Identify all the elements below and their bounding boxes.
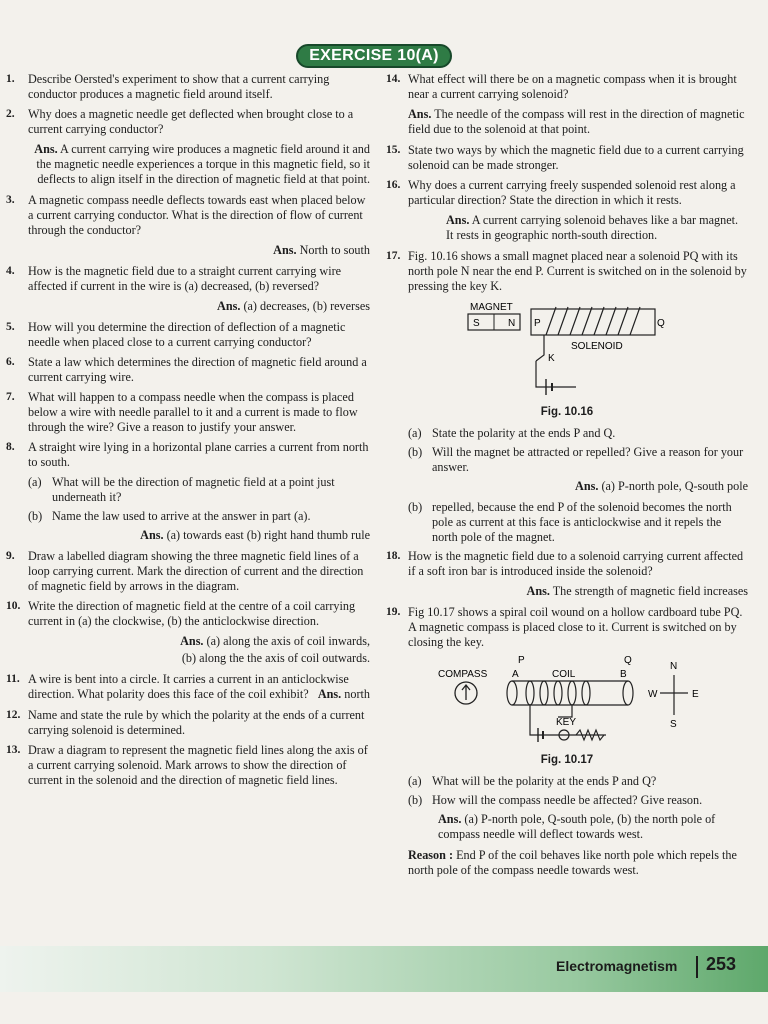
question-number: 7.: [6, 391, 15, 403]
key-label: K: [548, 353, 555, 364]
question-7: [6, 390, 370, 435]
answer-10: Ans. (a) along the axis of coil inwards,: [180, 634, 370, 648]
question-text: Describe Oersted's experiment to show that a current carrying conductor produces a magnetic field around itself.: [28, 72, 330, 101]
figure-10-16: [386, 299, 748, 420]
question-text: A wire is bent into a circle. It carries a current in an anticlockwise direction. What polarity does this face of the coil exhibit?: [28, 672, 349, 701]
answer-16: Ans. A current carrying solenoid behaves like a bar magnet. It rests in geographic north-south direction.: [446, 213, 739, 242]
circuit-wire: [536, 361, 576, 387]
question-18: [386, 549, 748, 579]
tube-end-left: [507, 681, 517, 705]
figure-10-17: [386, 655, 748, 768]
figure-caption: Fig. 10.17: [540, 754, 594, 766]
solenoid-magnet-diagram: [386, 299, 748, 399]
magnet-north-label: N: [508, 318, 516, 329]
question-text: Why does a magnetic needle get deflected when brought close to a current carrying conductor?: [28, 107, 354, 136]
answer-3: Ans. North to south: [273, 243, 370, 257]
question-number: 18.: [386, 550, 401, 562]
question-1: [6, 72, 370, 102]
question-2: [6, 107, 370, 137]
question-3: [6, 193, 370, 238]
question-10: [6, 599, 370, 629]
solenoid-label: SOLENOID: [571, 341, 623, 352]
question-number: 4.: [6, 265, 15, 277]
question-number: 6.: [6, 356, 15, 368]
tube-end-right: [623, 681, 633, 705]
answer-17: Ans. (a) P-north pole, Q-south pole: [575, 479, 748, 493]
answer-14: Ans. The needle of the compass will rest in the direction of magnetic field due to the solenoid at that point.: [408, 107, 745, 136]
key-switch: [536, 335, 544, 361]
question-9: [6, 549, 370, 594]
question-text: Write the direction of magnetic field at the centre of a coil carrying current in (a) the clockwise, (b) the anticlockwise direction.: [28, 599, 356, 628]
question-13: [6, 743, 370, 788]
question-text: State a law which determines the direction of magnetic field around a current carrying wire.: [28, 355, 367, 384]
coil-end-p: P: [518, 655, 525, 666]
question-number: 3.: [6, 194, 15, 206]
coil-end-q: Q: [624, 655, 632, 666]
question-8-part-b: (b) Name the law used to arrive at the answer in part (a).: [28, 509, 311, 523]
exercise-title: EXERCISE 10(A): [296, 44, 452, 68]
question-number: 9.: [6, 550, 15, 562]
question-19: [386, 605, 748, 650]
question-text: Why does a current carrying freely suspended solenoid rest along a particular direction? State the direction in which it rests.: [408, 178, 736, 207]
question-number: 11.: [6, 673, 20, 685]
coil-windings: [526, 681, 590, 705]
question-text: Draw a labelled diagram showing the three magnetic field lines of a loop carrying current. Mark the direction of current and the direction of magnetic field by arrows in the diagram.: [28, 549, 364, 593]
question-number: 15.: [386, 144, 401, 156]
question-14: [386, 72, 748, 102]
direction-east: E: [692, 689, 699, 700]
coil-lead: [558, 705, 572, 717]
question-text: How will you determine the direction of deflection of a magnetic needle when placed close to a current carrying conductor?: [28, 320, 346, 349]
question-text: Name and state the rule by which the polarity at the ends of a current carrying solenoid is determined.: [28, 708, 365, 737]
question-17-part-a: (a) State the polarity at the ends P and Q.: [408, 426, 616, 440]
question-11: [6, 672, 370, 702]
key-label: KEY: [556, 717, 577, 728]
question-number: 8.: [6, 441, 15, 453]
question-text: Draw a diagram to represent the magnetic field lines along the axis of a current carrying solenoid. Mark arrows to show the direction of current in the solenoid and the direction of magnetic field lines.: [28, 743, 368, 787]
direction-south: S: [670, 719, 677, 730]
question-text: Fig 10.17 shows a spiral coil wound on a hollow cardboard tube PQ. A magnetic compass is placed close to it. Current is switched on by closing the key.: [408, 605, 743, 649]
question-19-part-b: (b) How will the compass needle be affected? Give reason.: [408, 793, 703, 807]
solenoid-windings: [546, 307, 640, 335]
solenoid-end-p: P: [534, 318, 541, 329]
answer-4: Ans. (a) decreases, (b) reverses: [217, 299, 370, 313]
question-text: How is the magnetic field due to a solenoid carrying current affected if a soft iron bar is introduced inside the solenoid?: [408, 549, 744, 578]
question-text: What effect will there be on a magnetic compass when it is brought near a current carrying solenoid?: [408, 72, 737, 101]
right-column: [386, 72, 748, 878]
question-number: 17.: [386, 250, 401, 262]
solenoid-end-q: Q: [657, 318, 665, 329]
coil-end-b: B: [620, 669, 627, 680]
question-text: What will happen to a compass needle when the compass is placed below a wire with needle parallel to it and a current is made to flow through the wire? Give a reason to justify your answer.: [28, 390, 358, 434]
question-number: 16.: [386, 179, 401, 191]
answer-8: Ans. (a) towards east (b) right hand thumb rule: [140, 528, 370, 542]
solenoid-tube: [531, 309, 655, 335]
magnet-south-label: S: [473, 318, 480, 329]
left-column: [6, 72, 370, 793]
question-6: [6, 355, 370, 385]
question-17: [386, 249, 748, 294]
question-text: A straight wire lying in a horizontal plane carries a current from north to south.: [28, 440, 369, 469]
coil-label: COIL: [552, 669, 576, 680]
footer-divider: [696, 956, 698, 978]
question-19-part-a: (a) What will be the polarity at the ends P and Q?: [408, 774, 657, 788]
question-number: 2.: [6, 108, 15, 120]
figure-caption: Fig. 10.16: [540, 406, 594, 418]
question-text: A magnetic compass needle deflects towards east when placed below a current carrying conductor. What is the direction of flow of current through the conductor?: [28, 193, 366, 237]
question-4: [6, 264, 370, 294]
coil-end-a: A: [512, 669, 519, 680]
question-5: [6, 320, 370, 350]
question-17-part-b: (b) Will the magnet be attracted or repelled? Give a reason for your answer.: [408, 445, 744, 474]
question-number: 19.: [386, 606, 401, 618]
question-text: How is the magnetic field due to a straight current carrying wire affected if current in the wire is (a) decreased, (b) reversed?: [28, 264, 342, 293]
question-text: State two ways by which the magnetic field due to a current carrying solenoid can be made stronger.: [408, 143, 744, 172]
page-number: 253: [706, 954, 737, 974]
question-number: 10.: [6, 600, 21, 612]
answer-11: Ans. north: [317, 687, 370, 701]
question-15: [386, 143, 748, 173]
question-12: [6, 708, 370, 738]
answer-2: Ans. A current carrying wire produces a magnetic field around it and the magnetic needle experiences a torque in this magnetic field, so it deflects to align itself in the direction of magnetic field at that point.: [34, 142, 370, 186]
question-number: 5.: [6, 321, 15, 333]
question-number: 13.: [6, 744, 21, 756]
compass-needle-icon: [462, 685, 470, 700]
answer-17-part-b: (b) repelled, because the end P of the solenoid becomes the north pole as current at this face is anticlockwise and it repels the north pole of the magnet.: [408, 500, 732, 544]
direction-west: W: [648, 689, 658, 700]
question-8-part-a: (a) What will be the direction of magnetic field at a point just underneath it?: [28, 475, 335, 504]
answer-10-part-b: (b) along the the axis of coil outwards.: [181, 651, 370, 665]
question-16: [386, 178, 748, 208]
magnet-label: MAGNET: [470, 302, 513, 313]
direction-north: N: [670, 661, 678, 672]
coil-compass-diagram: [386, 655, 748, 747]
answer-19: Ans. (a) P-north pole, Q-south pole, (b) the north pole of compass needle will deflect towards west.: [438, 812, 716, 841]
compass-label: COMPASS: [438, 669, 488, 680]
question-8: [6, 440, 370, 470]
answer-18: Ans. The strength of magnetic field increases: [526, 584, 748, 598]
question-text: Fig. 10.16 shows a small magnet placed near a solenoid PQ with its north pole N near the end P. Current is switched on in the solenoid by pressing the key K.: [408, 249, 747, 293]
question-number: 14.: [386, 73, 401, 85]
question-number: 1.: [6, 73, 15, 85]
reason-19: Reason : End P of the coil behaves like north pole which repels the north pole of the compass needle towards west.: [408, 848, 737, 877]
chapter-title: Electromagnetism: [556, 958, 678, 974]
question-number: 12.: [6, 709, 21, 721]
